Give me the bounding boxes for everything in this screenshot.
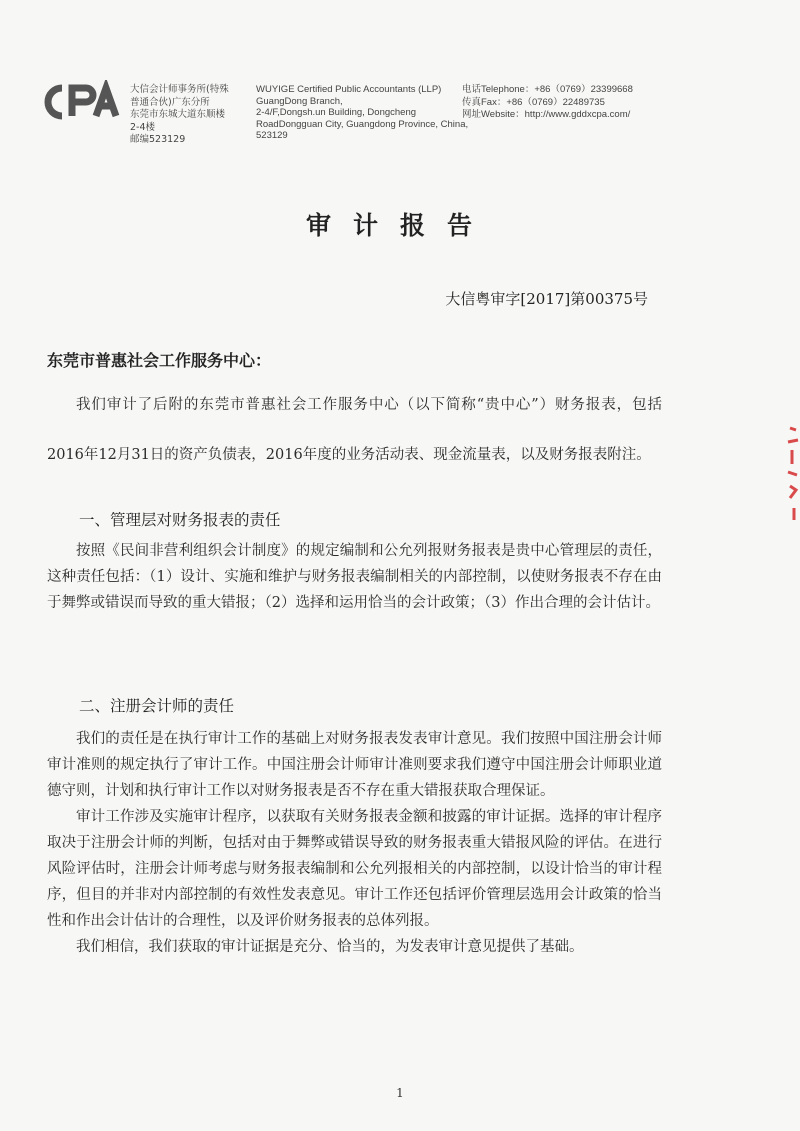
letterhead-line: 普通合伙)广东分所 [130,96,210,108]
cpa-logo [40,80,122,124]
letterhead-contact [462,84,682,122]
management-responsibility-section [47,538,662,616]
auditor-responsibility-section [47,726,662,960]
auditor-paragraph: 我们相信，我们获取的审计证据是充分、恰当的，为发表审计意见提供了基础。 [76,939,584,955]
intro-section [47,380,662,480]
letterhead-line: 邮编523129 [130,134,186,145]
intro-paragraph: 我们审计了后附的东莞市普惠社会工作服务中心（以下简称“贵中心”）财务报表，包括2016年12月31日的资产负债表，2016年度的业务活动表、现金流量表，以及财务报表附注。 [47,397,662,463]
letterhead-line: WUYIGE Certified Public Accountants (LLP) [256,84,442,95]
letterhead-line: 523129 [256,130,288,141]
page-number: 1 [396,1086,404,1100]
report-title: 审计报告 [305,211,494,240]
letterhead-line: 大信会计师事务所(特殊 [130,84,229,95]
letterhead-chinese-address [130,84,250,147]
letterhead-line: RoadDongguan City, Guangdong Province, China, [256,118,469,130]
telephone: 电话Telephone：+86（0769）23399668 [462,84,633,95]
letterhead-english-address [256,84,469,142]
section-heading-management: 一、管理层对财务报表的责任 [79,511,281,529]
management-paragraph: 按照《民间非营利组织会计制度》的规定编制和公允列报财务报表是贵中心管理层的责任，这种责任包括：（1）设计、实施和维护与财务报表编制相关的内部控制，以使财务报表不存在由于舞弊或错误而导致的重大错报；（2）选择和运用恰当的会计政策；（3）作出合理的会计估计。 [47,543,662,611]
fax: 传真Fax：+86（0769）22489735 [462,96,605,108]
section-heading-auditor: 二、注册会计师的责任 [79,697,235,715]
auditor-paragraph: 审计工作涉及实施审计程序，以获取有关财务报表金额和披露的审计证据。选择的审计程序取决于注册会计师的判断，包括对由于舞弊或错误导致的财务报表重大错报风险的评估。在进行风险评估时，注册会计师考虑与财务报表编制和公允列报相关的内部控制，以设计恰当的审计程序，但目的并非对内部控制的有效性发表意见。审计工作还包括评价管理层选用会计政策的恰当性和作出会计估计的合理性，以及评价财务报表的总体列报。 [47,809,662,929]
letterhead-line: 东莞市东城大道东顺楼 [130,109,226,120]
seal-stamp-edge [770,420,800,530]
letterhead-line: 2-4楼 [130,121,156,133]
website: 网址Website：http://www.gddxcpa.com/ [462,109,631,120]
letterhead-line: GuangDong Branch, [256,95,343,107]
addressee: 东莞市普惠社会工作服务中心： [47,351,272,370]
auditor-paragraph: 我们的责任是在执行审计工作的基础上对财务报表发表审计意见。我们按照中国注册会计师审计准则的规定执行了审计工作。中国注册会计师审计准则要求我们遵守中国注册会计师职业道德守则，计划和执行审计工作以对财务报表是否不存在重大错报获取合理保证。 [47,731,662,799]
reference-number: 大信粤审字[2017]第00375号 [445,290,648,308]
letterhead-line: 2-4/F,Dongsh.un Building, Dongcheng [256,107,417,118]
